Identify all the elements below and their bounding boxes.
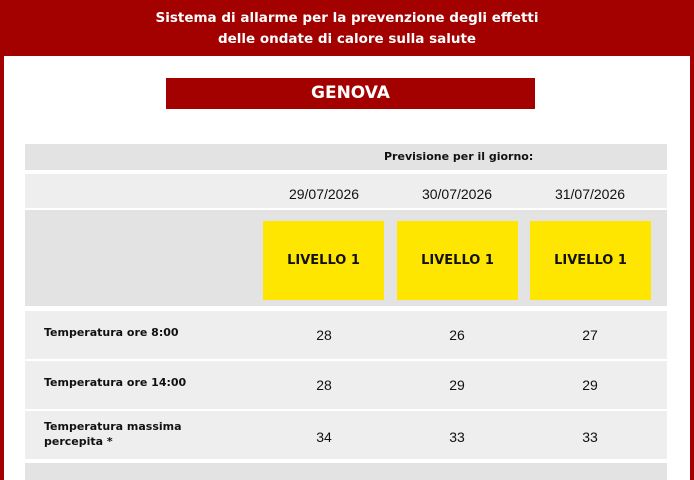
city-title: GENOVA	[166, 78, 535, 109]
row-label-temp-max-line-1: Temperatura massima	[44, 420, 182, 433]
forecast-header-band	[25, 144, 667, 170]
temp-max-day-1: 34	[316, 429, 332, 445]
level-badge-day-2: LIVELLO 1	[397, 221, 518, 300]
temp-8-day-1: 28	[316, 327, 332, 343]
page-header	[0, 0, 694, 56]
temp-max-day-2: 33	[449, 429, 465, 445]
footer-band	[25, 463, 667, 480]
header-title-line-1: Sistema di allarme per la prevenzione degli effetti	[155, 10, 539, 26]
temp-14-day-1: 28	[316, 377, 332, 393]
temp-8-day-3: 27	[582, 327, 598, 343]
level-badge-day-3: LIVELLO 1	[530, 221, 651, 300]
row-label-temp-max	[44, 419, 182, 449]
temp-max-day-3: 33	[582, 429, 598, 445]
temp-14-day-3: 29	[582, 377, 598, 393]
header-title-line-2: delle ondate di calore sulla salute	[217, 31, 477, 47]
row-label-temp-max-line-2: percepita *	[44, 435, 113, 448]
level-badge-day-1: LIVELLO 1	[263, 221, 384, 300]
forecast-label: Previsione per il giorno:	[384, 150, 534, 163]
row-label-temp-8: Temperatura ore 8:00	[44, 326, 179, 339]
date-day-2: 30/07/2026	[421, 186, 493, 202]
temp-8-day-2: 26	[449, 327, 465, 343]
temp-14-day-2: 29	[449, 377, 465, 393]
date-day-3: 31/07/2026	[554, 186, 626, 202]
date-day-1: 29/07/2026	[288, 186, 360, 202]
row-label-temp-14: Temperatura ore 14:00	[44, 376, 187, 389]
